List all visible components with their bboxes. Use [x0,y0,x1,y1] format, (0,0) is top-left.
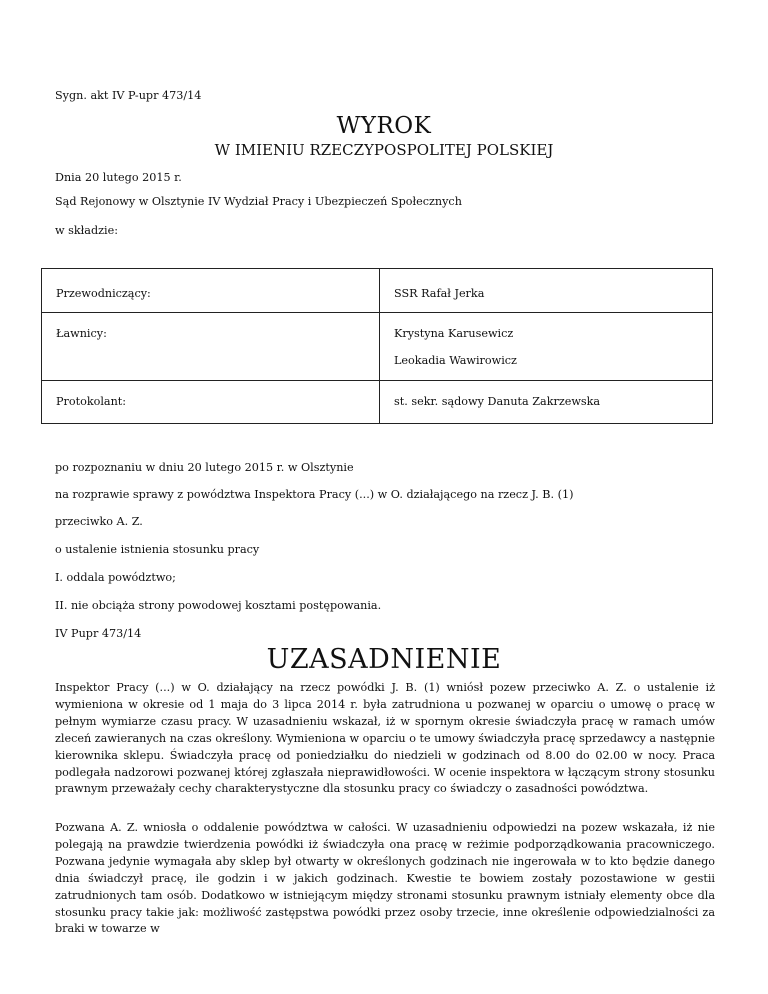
table-row [42,381,713,424]
court-name: Sąd Rejonowy w Olsztynie IV Wydział Pracy i Ubezpieczeń Społecznych [55,195,462,208]
composition-intro: w składzie: [55,224,118,237]
ruling-line: po rozpoznaniu w dniu 20 lutego 2015 r. w Olsztynie [55,461,354,474]
recorder-label: Protokolant: [56,395,127,408]
ruling-point: II. nie obciąża strony powodowej kosztami postępowania. [55,599,382,612]
case-reference: IV Pupr 473/14 [55,627,142,640]
ruling-line: przeciwko A. Z. [55,515,143,528]
justification-paragraph: Inspektor Pracy (...) w O. działający na rzecz powódki J. B. (1) wniósł pozew przeciwko A. Z. o ustalenie iż wymieniona w okresie od 1 maja do 3 lipca 2014 r. była zatrudniona u pozwanej w oparciu o umowę o pracę w pełnym wymiarze czasu pracy. W uzasadnieniu wskazał, iż w spornym okresie świadczyła pracę w ramach umów zleceń zawieranych na czas określony. Wymieniona w oparciu o te umowy świadczyła pracę sprzedawcy a następnie kierownika sklepu. Świadczyła pracę od poniedziałku do niedzieli w godzinach od 8.00 do 02.00 w nocy. Praca podlegała nadzorowi pozwanej której zgłaszała nieprawidłowości. W ocenie inspektora w łączącym strony stosunku prawnym przeważały cechy charakterystyczne dla stosunku pracy co świadczy o zasadności powództwa. [55,681,715,796]
justification-heading: UZASADNIENIE [266,644,502,675]
court-composition-table [41,268,713,424]
table-row [42,269,713,313]
case-signature: Sygn. akt IV P-upr 473/14 [55,89,202,102]
lay-judges-label: Ławnicy: [56,327,107,340]
table-cell [42,381,380,424]
table-cell [42,269,380,313]
lay-judge-name: Krystyna Karusewicz [394,327,514,340]
recorder-name: st. sekr. sądowy Danuta Zakrzewska [394,395,601,408]
ruling-point: I. oddala powództwo; [55,571,176,584]
justification-paragraph: Pozwana A. Z. wniosła o oddalenie powództwa w całości. W uzasadnieniu odpowiedzi na pozew wskazała, iż nie polegają na prawdzie twierdzenia powódki iż świadczyła ona pracę w reżimie podporządkowania pracowniczego. Pozwana jedynie wymagała aby sklep był otwarty w określonych godzinach nie ingerowała w to kto będzie danego dnia świadczył pracę, ile godzin i w jakich godzinach. Kwestie te bowiem zostały pozostawione w gestii zatrudnionych tam osób. Dodatkowo w istniejącym między stronami stosunku prawnym istniały elementy obce dla stosunku pracy takie jak: możliwość zastępstwa powódki przez osoby trzecie, inne określenie odpowiedzialności za braki w towarze w [55,821,715,936]
document-title: WYROK [336,113,432,139]
presiding-label: Przewodniczący: [56,287,151,300]
presiding-name: SSR Rafał Jerka [394,287,485,300]
table-cell [42,313,380,381]
ruling-line: o ustalenie istnienia stosunku pracy [55,543,260,556]
table-row [42,313,713,381]
table-cell [380,269,713,313]
table-cell [380,313,713,381]
lay-judge-name: Leokadia Wawirowicz [394,354,517,367]
table-cell [380,381,713,424]
ruling-line: na rozprawie sprawy z powództwa Inspektora Pracy (...) w O. działającego na rzecz J. B. (1) [55,488,574,501]
document-subtitle: W IMIENIU RZECZYPOSPOLITEJ POLSKIEJ [214,141,554,159]
ruling-date: Dnia 20 lutego 2015 r. [55,171,182,184]
